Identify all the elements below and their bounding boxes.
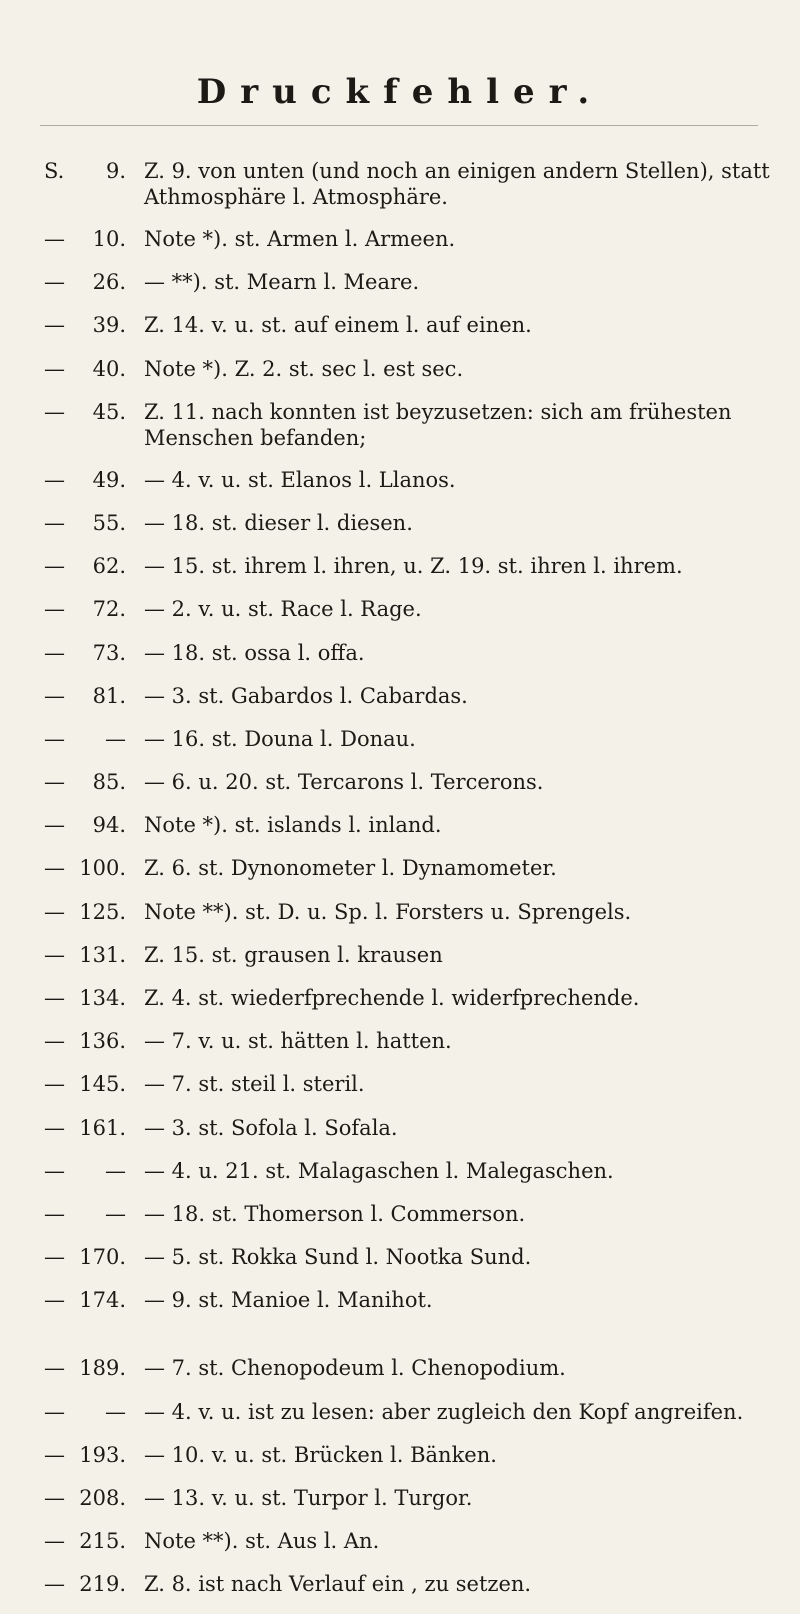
entry-page: 161. xyxy=(79,1115,126,1140)
entry-text: — 7. v. u. st. hätten l. hatten. xyxy=(144,1029,452,1054)
errata-entry xyxy=(44,467,780,510)
entry-prefix: — xyxy=(44,597,65,622)
errata-entry xyxy=(44,312,780,355)
errata-entry xyxy=(44,1028,780,1071)
entry-text: — 9. st. Manioe l. Manihot. xyxy=(144,1288,433,1313)
entry-text: Note *). Z. 2. st. sec l. est sec. xyxy=(144,356,464,381)
entry-page: 208. xyxy=(79,1485,126,1510)
errata-entry xyxy=(44,1244,780,1287)
entry-prefix: — xyxy=(44,813,65,838)
errata-entry xyxy=(44,226,780,269)
entry-text: Z. 15. st. grausen l. krausen xyxy=(144,942,443,967)
entry-prefix: — xyxy=(44,1029,65,1054)
errata-entry xyxy=(44,1485,780,1528)
errata-entry xyxy=(44,985,780,1028)
entry-page: — xyxy=(105,1158,126,1183)
entry-text: — 3. st. Sofola l. Sofala. xyxy=(144,1115,398,1140)
entry-text: Note **). st. Aus l. An. xyxy=(144,1529,380,1554)
entry-text: — 6. u. 20. st. Tercarons l. Tercerons. xyxy=(144,770,544,795)
entry-text: — 4. u. 21. st. Malagaschen l. Malegaschen. xyxy=(144,1158,614,1183)
errata-entry xyxy=(44,553,780,596)
entry-prefix: — xyxy=(44,1356,65,1381)
entry-prefix: — xyxy=(44,726,65,751)
entry-text: Z. 4. st. wiederfprechende l. widerfprechende. xyxy=(144,986,640,1010)
entry-prefix: — xyxy=(44,1072,65,1097)
entry-prefix: S. xyxy=(44,159,65,183)
errata-entry xyxy=(44,640,780,683)
entry-text: — 4. v. u. ist zu lesen: aber zugleich den Kopf angreifen. xyxy=(144,1399,744,1424)
entry-prefix: — xyxy=(44,1572,65,1597)
entry-text: — **). st. Mearn l. Meare. xyxy=(144,270,420,295)
entry-prefix: — xyxy=(44,399,65,424)
entry-text: Note *). st. Armen l. Armeen. xyxy=(144,227,456,251)
entry-prefix: — xyxy=(44,1158,65,1183)
errata-entry xyxy=(44,596,780,639)
entry-text: Z. 9. von unten (und noch an einigen andern Stellen), statt Athmosphäre l. Atmosphäre. xyxy=(144,159,770,209)
entry-text: — 15. st. ihrem l. ihren, u. Z. 19. st. ihren l. ihrem. xyxy=(144,554,683,579)
entry-prefix: — xyxy=(44,856,65,881)
entry-page: 193. xyxy=(79,1442,126,1467)
title-rule xyxy=(40,125,758,126)
errata-entry xyxy=(44,855,780,898)
entry-prefix: — xyxy=(44,1288,65,1313)
errata-list xyxy=(44,158,780,1614)
entry-text: Z. 8. ist nach Verlauf ein , zu setzen. xyxy=(144,1572,532,1597)
entry-page: — xyxy=(105,726,126,751)
entry-prefix: — xyxy=(44,770,65,795)
errata-entry xyxy=(44,1115,780,1158)
entry-page: — xyxy=(105,1201,126,1226)
entry-prefix: — xyxy=(44,270,65,295)
entry-prefix: — xyxy=(44,1442,65,1467)
entry-page: 40. xyxy=(92,356,126,381)
errata-entry xyxy=(44,1287,780,1355)
errata-entry xyxy=(44,726,780,769)
entry-prefix: — xyxy=(44,467,65,492)
entry-page: 136. xyxy=(79,1029,126,1054)
errata-entry xyxy=(44,1399,780,1442)
entry-text: Z. 11. nach konnten ist beyzusetzen: sich am frühesten Menschen befanden; xyxy=(144,399,732,450)
entry-text: — 5. st. Rokka Sund l. Nootka Sund. xyxy=(144,1245,532,1270)
errata-entry xyxy=(44,942,780,985)
errata-entry xyxy=(44,269,780,312)
entry-page: 134. xyxy=(79,986,126,1010)
entry-prefix: — xyxy=(44,1485,65,1510)
entry-prefix: — xyxy=(44,640,65,665)
entry-text: — 18. st. ossa l. offa. xyxy=(144,640,365,665)
entry-prefix: — xyxy=(44,356,65,381)
entry-page: 131. xyxy=(79,942,126,967)
entry-text: Note **). st. D. u. Sp. l. Forsters u. Sprengels. xyxy=(144,899,632,924)
entry-prefix: — xyxy=(44,313,65,338)
entry-page: 62. xyxy=(92,554,126,579)
entry-text: — 13. v. u. st. Turpor l. Turgor. xyxy=(144,1485,473,1510)
errata-entry xyxy=(44,510,780,553)
entry-page: 215. xyxy=(79,1529,126,1554)
entry-prefix: — xyxy=(44,683,65,708)
entry-page: 73. xyxy=(92,640,126,665)
entry-text: — 4. v. u. st. Elanos l. Llanos. xyxy=(144,467,456,492)
entry-page: 49. xyxy=(92,467,126,492)
entry-prefix: — xyxy=(44,1201,65,1226)
entry-page: 189. xyxy=(79,1356,126,1381)
page-title: Druckfehler. xyxy=(196,72,604,112)
errata-entry xyxy=(44,1528,780,1571)
entry-page: 10. xyxy=(92,227,126,251)
entry-page: 81. xyxy=(92,683,126,708)
entry-text: — 3. st. Gabardos l. Cabardas. xyxy=(144,683,468,708)
entry-prefix: — xyxy=(44,510,65,535)
entry-prefix: — xyxy=(44,899,65,924)
errata-entry xyxy=(44,158,780,226)
entry-page: 145. xyxy=(79,1072,126,1097)
entry-text: — 18. st. Thomerson l. Commerson. xyxy=(144,1201,526,1226)
entry-text: — 16. st. Douna l. Donau. xyxy=(144,726,416,751)
entry-page: 219. xyxy=(79,1572,126,1597)
entry-page: 45. xyxy=(92,399,126,424)
errata-entry xyxy=(44,356,780,399)
errata-entry xyxy=(44,812,780,855)
entry-prefix: — xyxy=(44,1399,65,1424)
entry-page: 100. xyxy=(79,856,126,881)
entry-prefix: — xyxy=(44,554,65,579)
errata-entry xyxy=(44,683,780,726)
entry-text: — 18. st. dieser l. diesen. xyxy=(144,510,413,535)
entry-page: 39. xyxy=(92,313,126,338)
entry-text: — 2. v. u. st. Race l. Rage. xyxy=(144,597,422,622)
entry-text: Z. 14. v. u. st. auf einem l. auf einen. xyxy=(144,313,532,338)
entry-page: 94. xyxy=(92,813,126,838)
entry-prefix: — xyxy=(44,986,65,1010)
entry-text: — 7. st. Chenopodeum l. Chenopodium. xyxy=(144,1356,566,1381)
entry-page: 55. xyxy=(92,510,126,535)
entry-page: 125. xyxy=(79,899,126,924)
errata-entry xyxy=(44,899,780,942)
entry-text: Note *). st. islands l. inland. xyxy=(144,813,442,838)
errata-entry xyxy=(44,1442,780,1485)
entry-prefix: — xyxy=(44,1115,65,1140)
entry-text: — 7. st. steil l. steril. xyxy=(144,1072,365,1097)
errata-entry xyxy=(44,769,780,812)
entry-text: — 10. v. u. st. Brücken l. Bänken. xyxy=(144,1442,497,1467)
entry-text: Z. 6. st. Dynonometer l. Dynamometer. xyxy=(144,856,557,881)
errata-entry xyxy=(44,399,780,467)
errata-entry xyxy=(44,1355,780,1398)
entry-page: — xyxy=(105,1399,126,1424)
entry-page: 85. xyxy=(92,770,126,795)
entry-page: 170. xyxy=(79,1245,126,1270)
errata-entry xyxy=(44,1071,780,1114)
entry-prefix: — xyxy=(44,942,65,967)
errata-entry xyxy=(44,1158,780,1201)
entry-page: 72. xyxy=(92,597,126,622)
errata-entry xyxy=(44,1201,780,1244)
entry-page: 174. xyxy=(79,1288,126,1313)
entry-prefix: — xyxy=(44,1529,65,1554)
entry-prefix: — xyxy=(44,1245,65,1270)
errata-entry xyxy=(44,1571,780,1614)
entry-page: 9. xyxy=(105,159,126,183)
entry-prefix: — xyxy=(44,227,65,251)
entry-page: 26. xyxy=(92,270,126,295)
